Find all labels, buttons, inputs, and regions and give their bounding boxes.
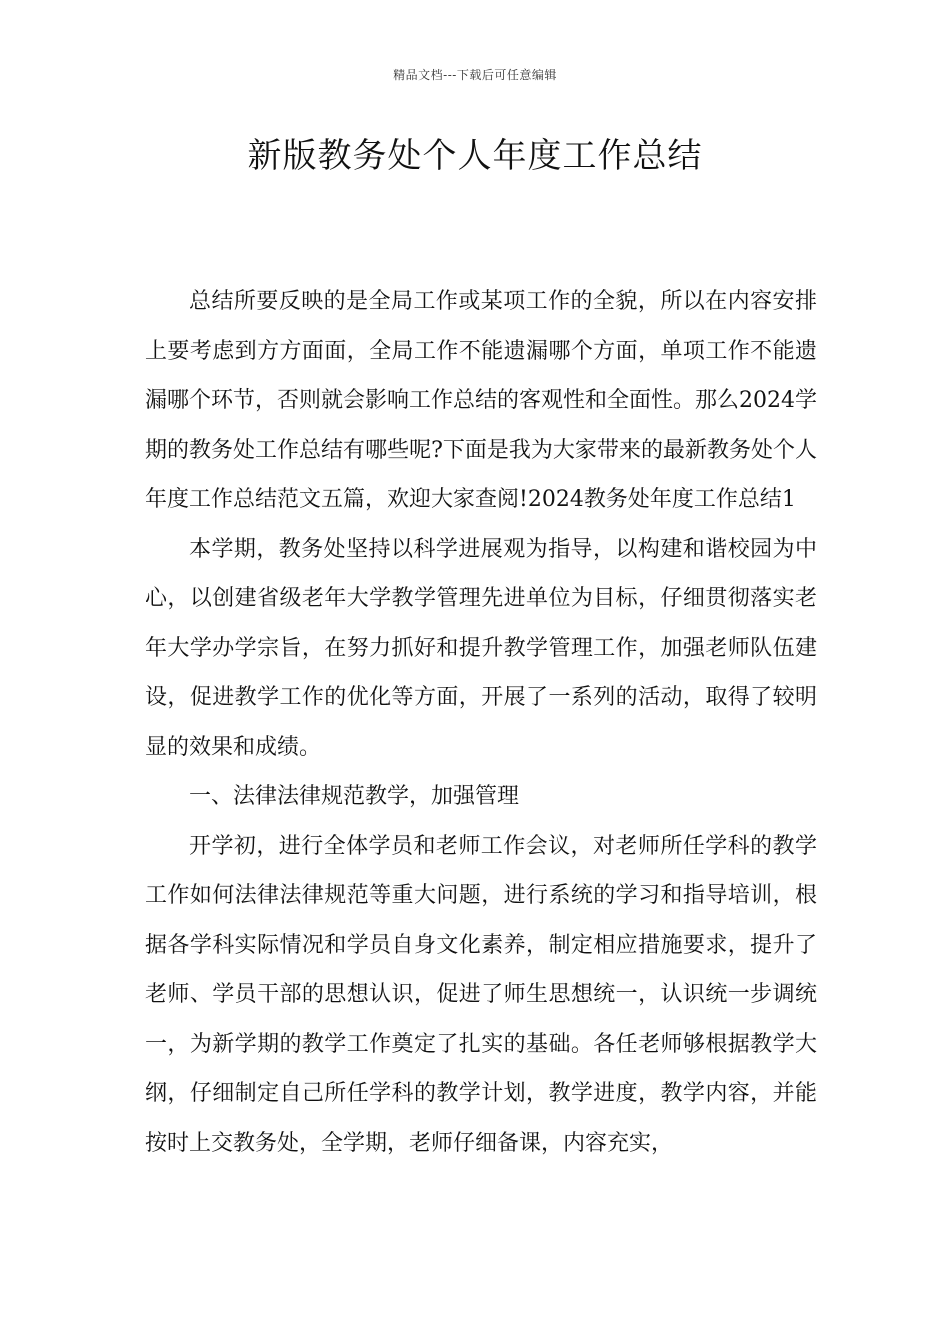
section-heading-1: 一、法律法律规范教学，加强管理 xyxy=(189,784,520,809)
paragraph-term-start: 开学初，进行全体学员和老师工作会议，对老师所任学科的教学工作如何法律法律规范等重大问题，进行系统的学习和指导培训，根据各学科实际情况和学员自身文化素养，制定相应措施要求，提升了老师、学员干部的思想认识，促进了师生思想统一，认识统一步调统一，为新学期的教学工作奠定了扎实的基础。各任老师够根据教学大纲，仔细制定自己所任学科的教学计划，教学进度，教学内容，并能按时上交教务处，全学期，老师仔细备课，内容充实， xyxy=(145,833,817,1156)
paragraph-intro: 总结所要反映的是全局工作或某项工作的全貌，所以在内容安排上要考虑到方方面面，全局工作不能遗漏哪个方面，单项工作不能遗漏哪个环节，否则就会影响工作总结的客观性和全面性。那么2024学期的教务处工作总结有哪些呢?下面是我为大家带来的最新教务处个人年度工作总结范文五篇，欢迎大家查阅!2024教务处年度工作总结1 xyxy=(145,289,817,512)
paragraph-semester: 本学期，教务处坚持以科学进展观为指导，以构建和谐校园为中心，以创建省级老年大学教学管理先进单位为目标，仔细贯彻落实老年大学办学宗旨，在努力抓好和提升教学管理工作，加强老师队伍建设，促进教学工作的优化等方面，开展了一系列的活动，取得了较明显的效果和成绩。 xyxy=(145,536,817,760)
document-title: 新版教务处个人年度工作总结 xyxy=(247,136,703,176)
header-note: 精品文档---下载后可任意编辑 xyxy=(393,68,557,82)
document-body xyxy=(145,277,817,1168)
